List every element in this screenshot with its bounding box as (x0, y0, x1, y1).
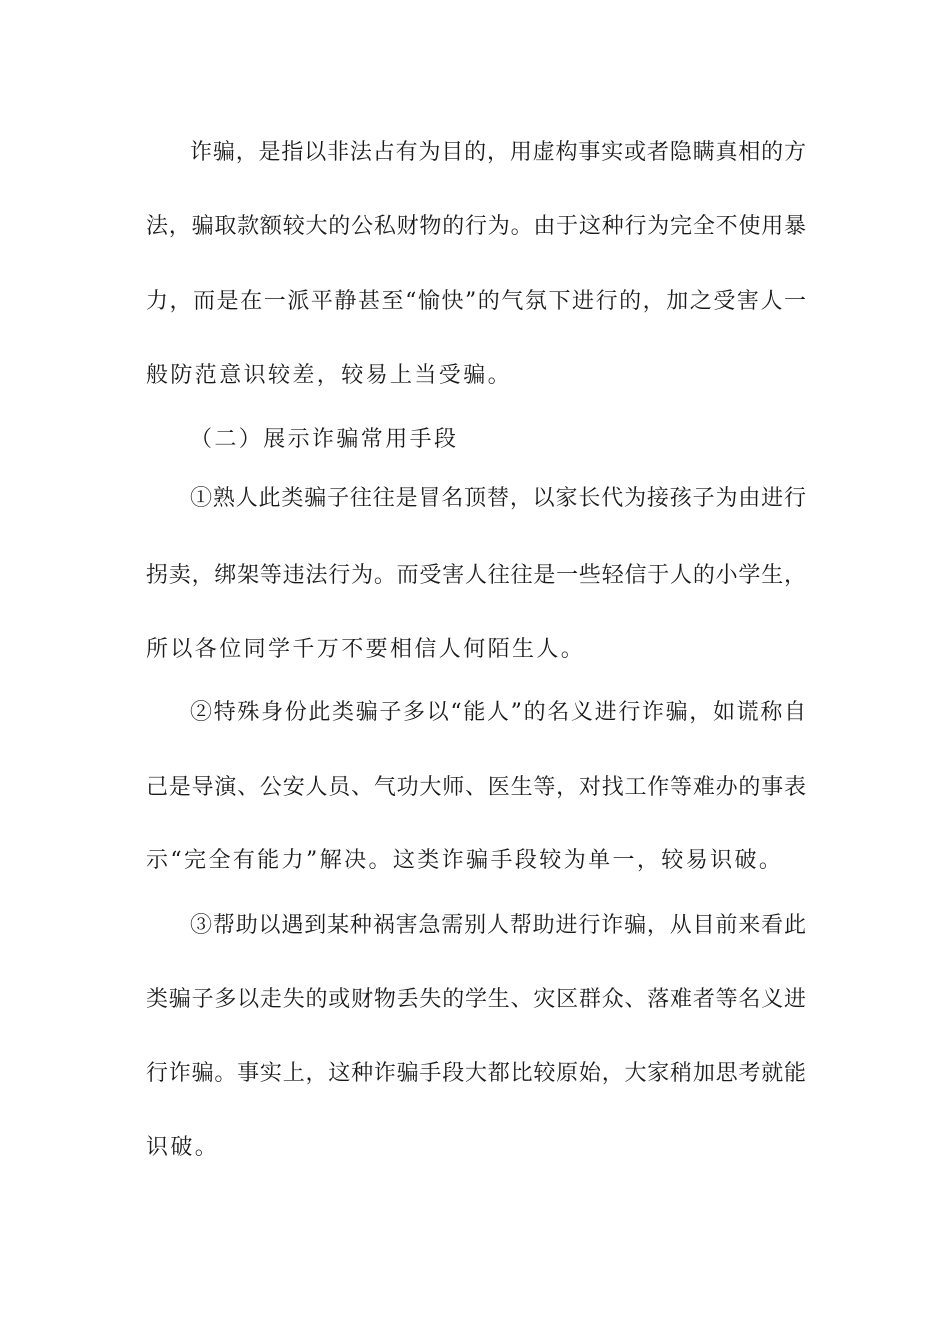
section-heading: （二）展示诈骗常用手段 (190, 427, 459, 452)
paragraph-1-line-4: 般防范意识较差，较易上当受骗。 (146, 363, 513, 388)
paragraph-3-line-1: ②特殊身份此类骗子多以“能人”的名义进行诈骗，如谎称自 (190, 700, 806, 725)
paragraph-2-line-1: ①熟人此类骗子往往是冒名顶替，以家长代为接孩子为由进行 (190, 486, 806, 511)
paragraph-1-line-1: 诈骗，是指以非法占有为目的，用虚构事实或者隐瞒真相的方 (190, 140, 806, 165)
paragraph-4-line-4: 识破。 (146, 1135, 220, 1160)
paragraph-3-line-2: 己是导演、公安人员、气功大师、医生等，对找工作等难办的事表 (146, 775, 806, 800)
paragraph-4-line-2: 类骗子多以走失的或财物丢失的学生、灾区群众、落难者等名义进 (146, 987, 806, 1012)
paragraph-1-line-3: 力，而是在一派平静甚至“愉快”的气氛下进行的，加之受害人一 (146, 289, 806, 314)
paragraph-4-line-1: ③帮助以遇到某种祸害急需别人帮助进行诈骗，从目前来看此 (190, 913, 806, 938)
paragraph-1-line-2: 法，骗取款额较大的公私财物的行为。由于这种行为完全不使用暴 (146, 214, 806, 239)
paragraph-4-line-3: 行诈骗。事实上，这种诈骗手段大都比较原始，大家稍加思考就能 (146, 1061, 806, 1086)
paragraph-3-line-3: 示“完全有能力”解决。这类诈骗手段较为单一，较易识破。 (146, 848, 784, 873)
paragraph-2-line-2: 拐卖，绑架等违法行为。而受害人往往是一些轻信于人的小学生， (146, 563, 806, 588)
paragraph-2-line-3: 所以各位同学千万不要相信人何陌生人。 (146, 637, 586, 662)
